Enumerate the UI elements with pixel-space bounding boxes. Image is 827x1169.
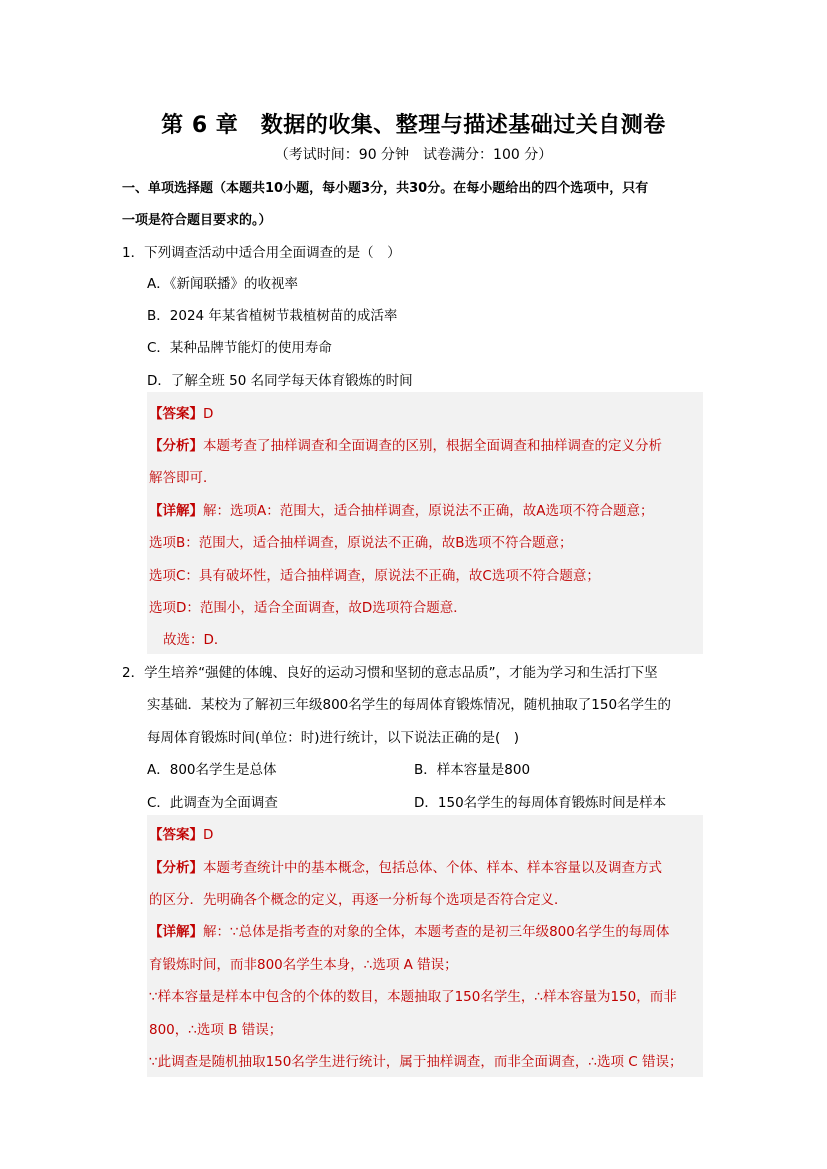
q2-option-a: A．800名学生是总体 [147, 762, 277, 778]
q1-option-b: B．2024 年某省植树节栽植树苗的成活率 [147, 308, 398, 324]
q2-option-d: D．150名学生的每周体育锻炼时间是样本 [414, 795, 667, 811]
q1-answer-value: D [203, 406, 214, 422]
q2-option-c: C．此调查为全面调查 [147, 795, 278, 811]
q1-answer-tag: 【答案】 [149, 406, 203, 422]
q2-analysis-text: 本题考查统计中的基本概念，包括总体、个体、样本、样本容量以及调查方式 [203, 860, 662, 876]
q1-option-d: D．了解全班 50 名同学每天体育锻炼的时间 [147, 373, 413, 389]
section-heading-line2: 一项是符合题目要求的。） [122, 213, 272, 228]
q2-analysis-line2: 的区分．先明确各个概念的定义，再逐一分析每个选项是否符合定义． [149, 892, 568, 908]
q2-detail-text: 解：∵总体是指考查的对象的全体，本题考查的是初三年级800名学生的每周体 [203, 924, 670, 940]
q1-detail-text: 解：选项A：范围大，适合抽样调查，原说法不正确，故A选项不符合题意； [203, 503, 654, 519]
q1-analysis-text: 本题考查了抽样调查和全面调查的区别，根据全面调查和抽样调查的定义分析 [203, 438, 662, 454]
q2-detail-line5: ∵此调查是随机抽取150名学生进行统计，属于抽样调查，而非全面调查，∴选项 C 错误； [149, 1054, 683, 1070]
q1-detail-tag: 【详解】 [149, 503, 203, 519]
q1-detail-line1 [149, 499, 653, 519]
q2-answer-value: D [203, 827, 214, 843]
q1-option-a: A．《新闻联播》的收视率 [147, 276, 298, 292]
q2-detail-line1 [149, 920, 669, 940]
q2-option-b: B．样本容量是800 [414, 762, 531, 778]
page-title: 第 6 章 数据的收集、整理与描述基础过关自测卷 [161, 113, 666, 138]
exam-info: （考试时间：90 分钟 试卷满分：100 分） [274, 147, 553, 163]
section-heading-line1: 一、单项选择题（本题共10小题，每小题3分，共30分。在每小题给出的四个选项中，只有 [122, 181, 649, 196]
q2-stem-line1: 2．学生培养“强健的体魄、良好的运动习惯和坚韧的意志品质”，才能为学习和生活打下坚 [122, 665, 658, 681]
q2-detail-line4: 800，∴选项 B 错误； [149, 1022, 283, 1038]
q1-answer [149, 402, 213, 422]
q1-detail-line4: 选项D：范围小，适合全面调查，故D选项符合题意． [149, 600, 467, 616]
q1-detail-line3: 选项C：具有破坏性，适合抽样调查，原说法不正确，故C选项不符合题意； [149, 568, 600, 584]
q1-option-c: C．某种品牌节能灯的使用寿命 [147, 340, 332, 356]
q1-analysis-line2: 解答即可． [149, 470, 217, 486]
q1-stem: 1．下列调查活动中适合用全面调查的是（ ） [122, 245, 401, 261]
q1-detail-line2: 选项B：范围大，适合抽样调查，原说法不正确，故B选项不符合题意； [149, 535, 573, 551]
q2-answer [149, 823, 213, 843]
q1-conclusion: 故选：D． [163, 632, 228, 648]
q2-analysis-tag: 【分析】 [149, 860, 203, 876]
q2-detail-line3: ∵样本容量是样本中包含的个体的数目，本题抽取了150名学生，∴样本容量为150，而非 [149, 989, 677, 1005]
q2-answer-tag: 【答案】 [149, 827, 203, 843]
q2-stem-line2: 实基础．某校为了解初三年级800名学生的每周体育锻炼情况，随机抽取了150名学生的 [147, 697, 672, 713]
q1-analysis-tag: 【分析】 [149, 438, 203, 454]
q2-analysis-line1 [149, 856, 662, 876]
q2-detail-line2: 育锻炼时间，而非800名学生本身，∴选项 A 错误； [149, 957, 458, 973]
q2-stem-line3: 每周体育锻炼时间(单位：时)进行统计，以下说法正确的是( ) [147, 730, 520, 746]
q2-detail-tag: 【详解】 [149, 924, 203, 940]
q1-analysis-line1 [149, 434, 662, 454]
